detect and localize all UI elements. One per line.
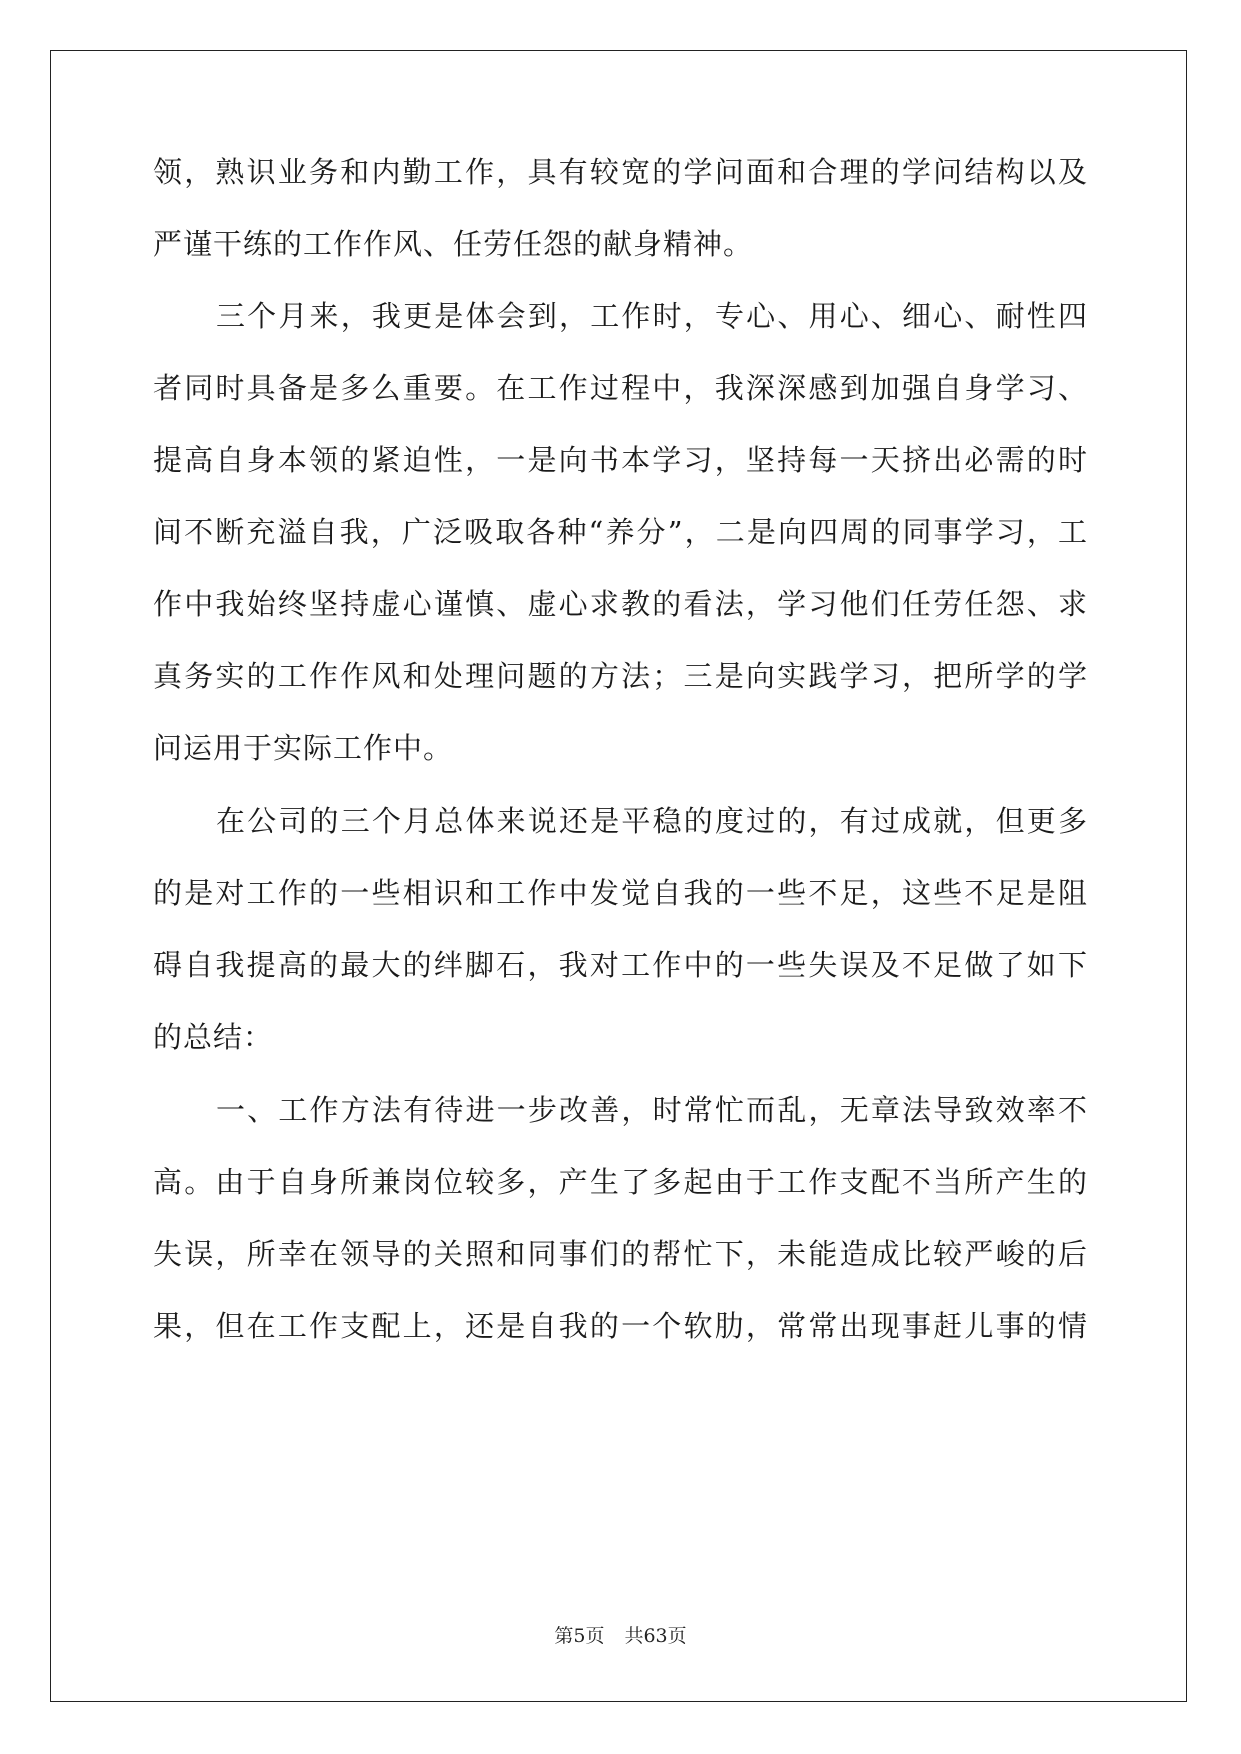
text-line: 真务实的工作作风和处理问题的方法；三是向实践学习，把所学的学 (153, 659, 1088, 693)
text-line: 的是对工作的一些相识和工作中发觉自我的一些不足，这些不足是阻 (153, 876, 1088, 910)
text-line: 问运用于实际工作中。 (153, 731, 454, 765)
text-line: 果，但在工作支配上，还是自我的一个软肋，常常出现事赶儿事的情 (153, 1309, 1088, 1343)
text-line: 间不断充溢自我，广泛吸取各种“养分”，二是向四周的同事学习，工 (153, 515, 1088, 549)
text-line: 领，熟识业务和内勤工作，具有较宽的学问面和合理的学问结构以及 (153, 155, 1088, 189)
page-number: 第5页 (554, 1625, 605, 1647)
text-line: 在公司的三个月总体来说还是平稳的度过的，有过成就，但更多 (216, 804, 1088, 838)
text-line: 三个月来，我更是体会到，工作时，专心、用心、细心、耐性四 (216, 299, 1088, 333)
text-line: 碍自我提高的最大的绊脚石，我对工作中的一些失误及不足做了如下 (153, 948, 1088, 982)
page-footer (0, 1624, 1241, 1648)
text-line: 的总结： (153, 1020, 274, 1054)
text-line: 高。由于自身所兼岗位较多，产生了多起由于工作支配不当所产生的 (153, 1165, 1088, 1199)
page-total: 共63页 (624, 1625, 687, 1647)
text-line: 失误，所幸在领导的关照和同事们的帮忙下，未能造成比较严峻的后 (153, 1237, 1088, 1271)
text-line: 一、工作方法有待进一步改善，时常忙而乱，无章法导致效率不 (216, 1093, 1088, 1127)
text-line: 者同时具备是多么重要。在工作过程中，我深深感到加强自身学习、 (153, 371, 1088, 405)
text-line: 严谨干练的工作作风、任劳任怨的献身精神。 (153, 227, 754, 261)
text-line: 提高自身本领的紧迫性，一是向书本学习，坚持每一天挤出必需的时 (153, 443, 1088, 477)
text-line: 作中我始终坚持虚心谨慎、虚心求教的看法，学习他们任劳任怨、求 (153, 587, 1088, 621)
